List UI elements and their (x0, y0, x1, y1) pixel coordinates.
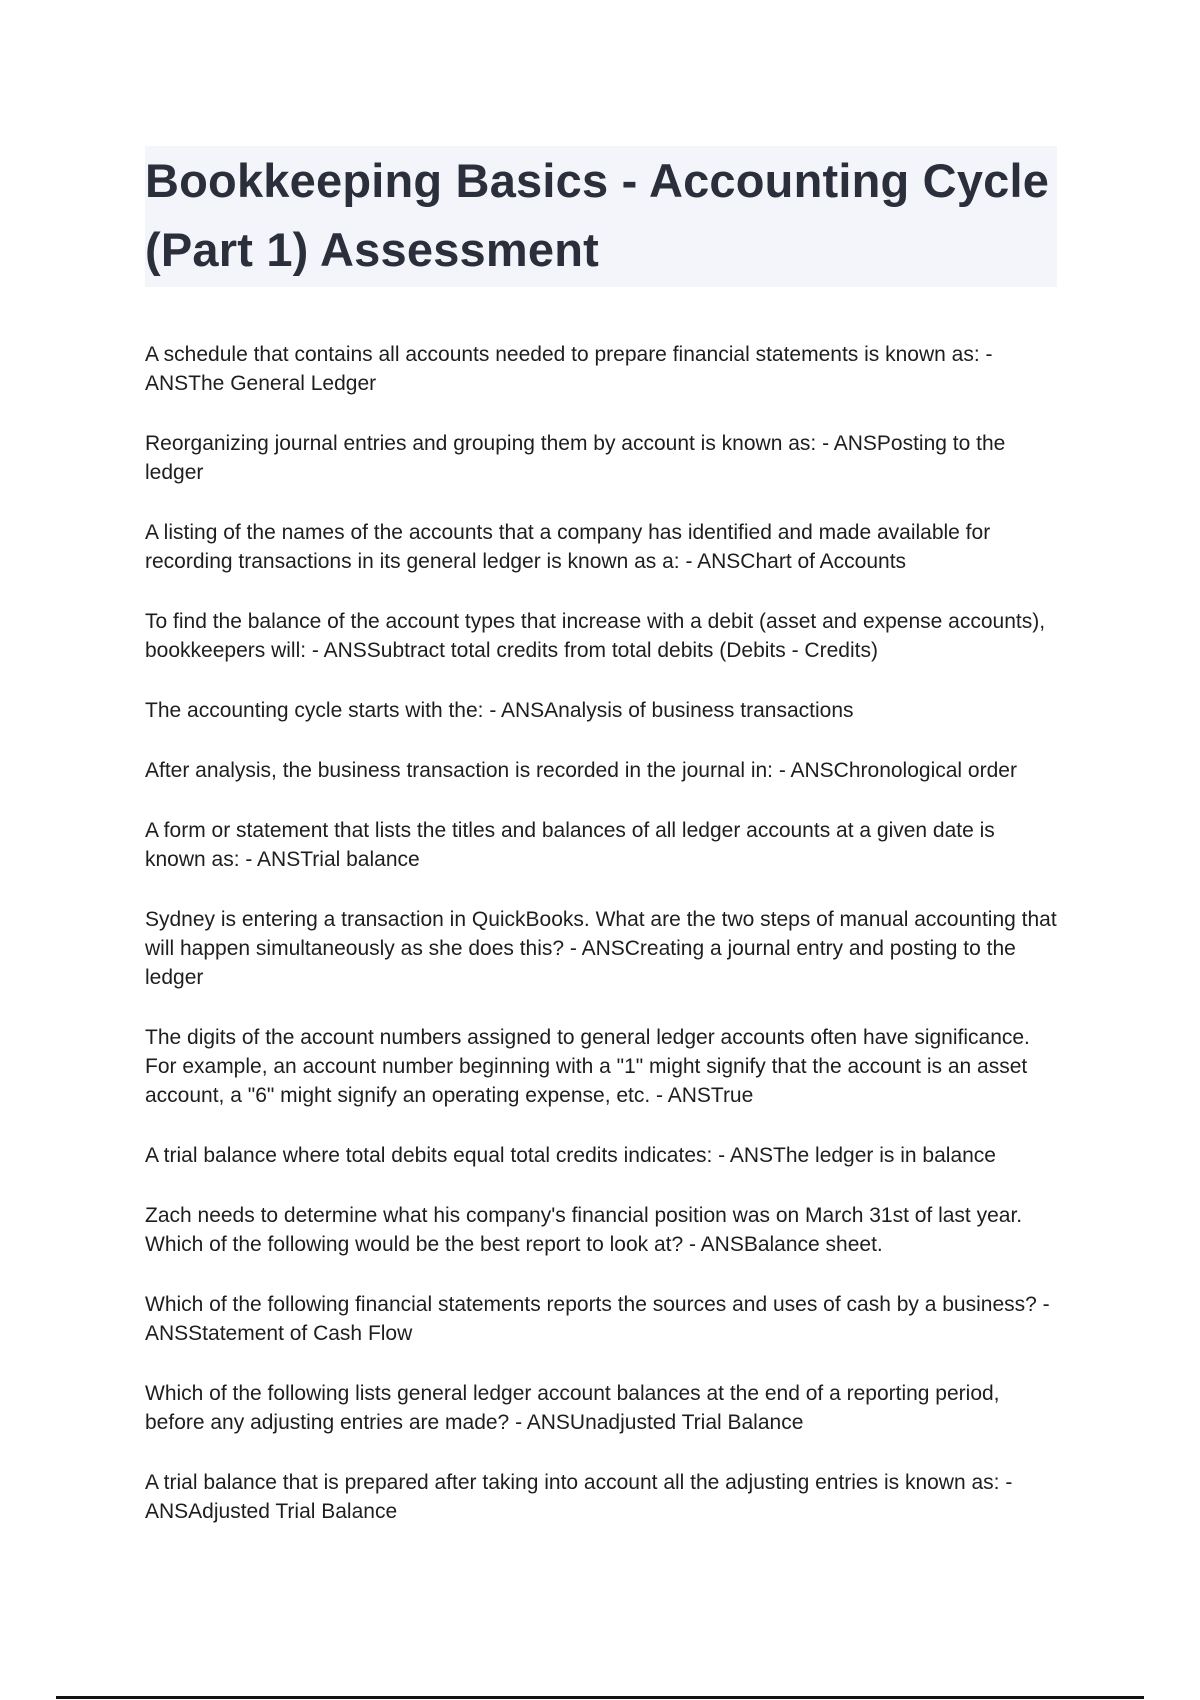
qa-item: A form or statement that lists the titles and balances of all ledger accounts at a given date is known as: - ANSTrial balance (145, 819, 995, 871)
qa-item: The accounting cycle starts with the: - ANSAnalysis of business transactions (145, 699, 854, 722)
page-title: Bookkeeping Basics - Accounting Cycle (Part 1) Assessment (145, 154, 1050, 276)
qa-item: Sydney is entering a transaction in QuickBooks. What are the two steps of manual accounting that will happen simultaneously as she does this? - ANSCreating a journal entry and posting to the ledger (145, 908, 1057, 989)
title-banner (145, 146, 1057, 287)
qa-item: A trial balance that is prepared after taking into account all the adjusting entries is known as: - ANSAdjusted Trial Balance (145, 1471, 1013, 1523)
qa-item: To find the balance of the account types that increase with a debit (asset and expense accounts), bookkeepers will: - ANSSubtract total credits from total debits (Debits - Credits) (145, 610, 1046, 662)
page-bottom-divider (56, 1696, 1144, 1699)
qa-item: The digits of the account numbers assigned to general ledger accounts often have significance. For example, an account number beginning with a "1" might signify that the account is an asset account, a "6" might signify an operating expense, etc. - ANSTrue (145, 1026, 1030, 1107)
qa-item: A schedule that contains all accounts needed to prepare financial statements is known as: - ANSThe General Ledger (145, 343, 993, 395)
qa-item: A listing of the names of the accounts that a company has identified and made available for recording transactions in its general ledger is known as a: - ANSChart of Accounts (145, 521, 991, 573)
qa-item: Zach needs to determine what his company's financial position was on March 31st of last year. Which of the following would be the best report to look at? - ANSBalance sheet. (145, 1204, 1023, 1256)
qa-item: Reorganizing journal entries and grouping them by account is known as: - ANSPosting to the ledger (145, 432, 1006, 484)
qa-item: After analysis, the business transaction is recorded in the journal in: - ANSChronological order (145, 759, 1017, 782)
qa-item: Which of the following lists general ledger account balances at the end of a reporting period, before any adjusting entries are made? - ANSUnadjusted Trial Balance (145, 1382, 1000, 1434)
qa-list (145, 340, 1057, 1526)
qa-item: A trial balance where total debits equal total credits indicates: - ANSThe ledger is in balance (145, 1144, 996, 1167)
qa-item: Which of the following financial statements reports the sources and uses of cash by a business? - ANSStatement of Cash Flow (145, 1293, 1050, 1345)
